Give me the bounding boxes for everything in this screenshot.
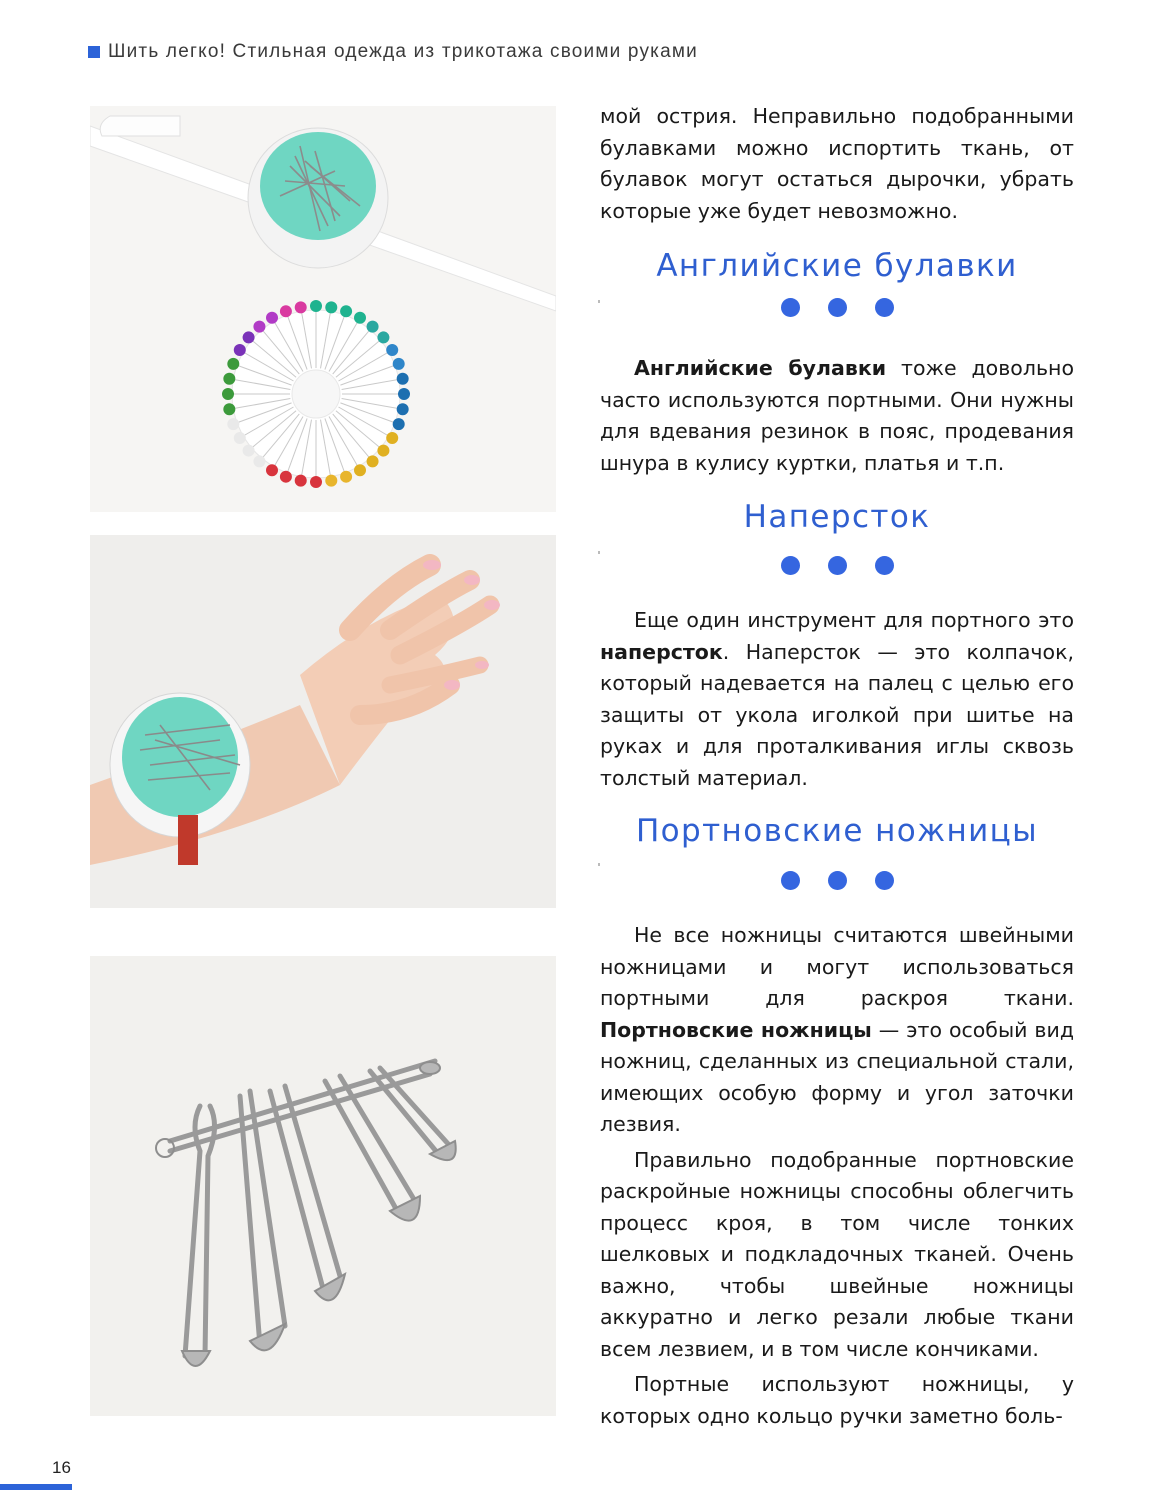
pin-head-icon	[243, 331, 255, 343]
dot-icon	[781, 298, 800, 317]
pin-head-icon	[397, 373, 409, 385]
pin-head-icon	[325, 301, 337, 313]
pin-head-icon	[397, 403, 409, 415]
scissors-text-block	[600, 920, 1074, 1432]
intro-paragraph: мой острия. Неправильно подобранными булавками можно испортить ткань, от булавок могут остаться дырочки, убрать которые уже будет невозможно.	[600, 104, 1074, 223]
pin-head-icon	[340, 471, 352, 483]
pin-head-icon	[340, 305, 352, 317]
pin-head-icon	[227, 358, 239, 370]
scissors-paragraph-3: Портные используют ножницы, у которых одно кольцо ручки заметно боль-	[600, 1372, 1074, 1428]
page-number: 16	[52, 1458, 71, 1477]
section-divider-dots	[600, 298, 1074, 317]
bold-term: наперсток	[600, 639, 723, 664]
dot-icon	[875, 871, 894, 890]
pin-head-icon	[222, 388, 234, 400]
pin-head-icon	[354, 312, 366, 324]
pin-head-icon	[377, 445, 389, 457]
pin-head-icon	[253, 455, 265, 467]
pin-head-icon	[367, 321, 379, 333]
section-divider-dots	[600, 871, 1074, 890]
pin-head-icon	[234, 432, 246, 444]
page-number-bar	[0, 1484, 72, 1490]
dot-icon	[875, 298, 894, 317]
pin-head-icon	[253, 321, 265, 333]
heading-mark	[598, 863, 600, 866]
section-divider-dots	[600, 556, 1074, 575]
dot-icon	[875, 556, 894, 575]
pin-head-icon	[386, 432, 398, 444]
pin-head-icon	[243, 445, 255, 457]
pin-head-icon	[377, 331, 389, 343]
bold-term: Портновские ножницы	[600, 1017, 872, 1042]
pin-head-icon	[393, 358, 405, 370]
pin-cushion-bracelet-and-pin-wheel-icon	[90, 106, 556, 512]
dot-icon	[781, 556, 800, 575]
pin-head-icon	[367, 455, 379, 467]
dot-icon	[828, 871, 847, 890]
pin-head-icon	[386, 344, 398, 356]
dot-icon	[828, 556, 847, 575]
safety-pins-paragraph: Английские булавки тоже довольно часто используются портными. Они нужны для вдевания резинок в пояс, продевания шнура в кулису куртки, платья и т.п.	[600, 356, 1074, 475]
safety-pins-photo	[90, 956, 556, 1416]
pin-head-icon	[280, 305, 292, 317]
pin-head-icon	[234, 344, 246, 356]
scissors-paragraph-2: Правильно подобранные портновские раскройные ножницы способны облегчить процесс кроя, в том числе тонких шелковых и подкладочных тканей. Очень важно, чтобы швейные ножницы аккуратно и легко резали любые ткани всем лезвием, и в том числе кончиками.	[600, 1147, 1074, 1361]
thimble-paragraph: Еще один инструмент для портного это наперсток. Наперсток — это колпачок, который надевается на палец с целью его защиты от укола иголкой при шитье на руках и для проталкивания иглы сквозь толстый материал.	[600, 608, 1074, 790]
pin-head-icon	[398, 388, 410, 400]
pin-head-icon	[295, 301, 307, 313]
pin-head-icon	[295, 475, 307, 487]
pin-head-icon	[280, 471, 292, 483]
safety-pins-icon	[90, 956, 556, 1416]
pin-head-icon	[310, 476, 322, 488]
pin-head-icon	[223, 403, 235, 415]
heading-thimble: Наперсток	[743, 499, 931, 535]
header-square-icon	[88, 46, 100, 58]
heading-mark	[598, 551, 600, 554]
dot-icon	[781, 871, 800, 890]
bold-term: Английские булавки	[634, 356, 887, 380]
pin-head-icon	[266, 312, 278, 324]
pin-head-icon	[354, 464, 366, 476]
pin-cushion-photo	[90, 106, 556, 512]
pin-head-icon	[310, 300, 322, 312]
running-title: Шить легко! Стильная одежда из трикотажа своими руками	[108, 41, 698, 62]
hand-pin-cushion-photo	[90, 535, 556, 908]
pin-head-icon	[223, 373, 235, 385]
scissors-paragraph-1: Не все ножницы считаются швейными ножницами и могут использоваться портными для раскроя ткани. Портновские ножницы — это особый вид ножниц, сделанных из специальной стали, имеющих особую форму и угол заточки лезвия.	[600, 923, 1074, 1136]
pin-head-icon	[266, 464, 278, 476]
heading-safety-pins: Английские булавки	[656, 248, 1018, 284]
dot-icon	[828, 298, 847, 317]
pin-head-icon	[227, 418, 239, 430]
pin-head-icon	[325, 475, 337, 487]
running-header	[88, 40, 698, 64]
hand-wearing-wrist-pin-cushion-icon	[90, 535, 556, 908]
pin-head-icon	[393, 418, 405, 430]
heading-tailor-scissors: Портновские ножницы	[635, 813, 1039, 849]
